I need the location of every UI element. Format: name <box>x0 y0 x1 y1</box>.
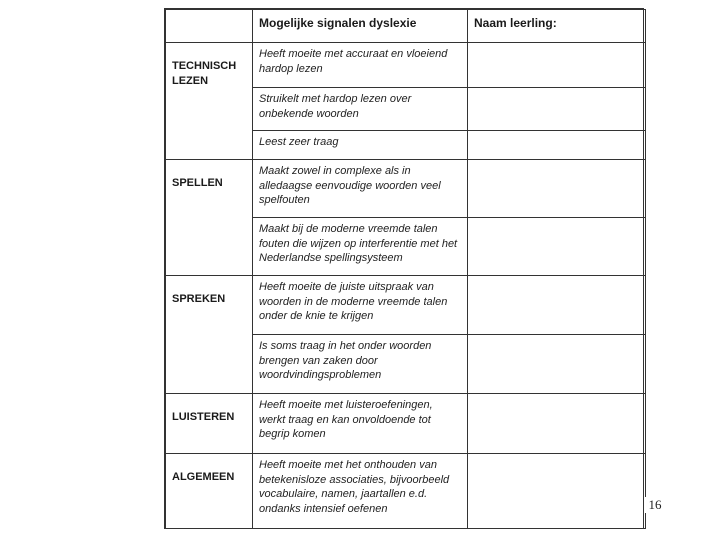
signal-cell: Leest zeer traag <box>253 131 468 160</box>
table-row <box>166 394 646 454</box>
table-row <box>166 454 646 529</box>
header-category <box>166 10 253 43</box>
table-row <box>166 276 646 335</box>
signal-cell: Heeft moeite de juiste uitspraak van woorden in de moderne vreemde talen onder de knie te krijgen <box>253 276 468 335</box>
category-algemeen: ALGEMEEN <box>166 454 253 529</box>
signal-cell: Heeft moeite met het onthouden van betekenisloze associaties, bijvoorbeeld vocabulaire, namen, jaartallen e.d. ondanks intensief oefenen <box>253 454 468 529</box>
table-row <box>166 160 646 218</box>
signal-cell: Heeft moeite met accuraat en vloeiend hardop lezen <box>253 43 468 88</box>
student-name-cell[interactable] <box>468 454 646 529</box>
dyslexia-signals-table <box>165 9 646 529</box>
header-signals: Mogelijke signalen dyslexie <box>253 10 468 43</box>
header-student-name: Naam leerling: <box>468 10 646 43</box>
student-name-cell[interactable] <box>468 160 646 218</box>
page-number: 16 <box>644 497 666 513</box>
student-name-cell[interactable] <box>468 335 646 394</box>
student-name-cell[interactable] <box>468 88 646 131</box>
dyslexia-signals-sheet <box>164 8 644 529</box>
signal-cell: Struikelt met hardop lezen over onbekende woorden <box>253 88 468 131</box>
category-technisch-lezen: TECHNISCH LEZEN <box>166 43 253 160</box>
student-name-cell[interactable] <box>468 43 646 88</box>
signal-cell: Maakt bij de moderne vreemde talen fouten die wijzen op interferentie met het Nederlandse spellingsysteem <box>253 218 468 276</box>
student-name-cell[interactable] <box>468 131 646 160</box>
signal-cell: Is soms traag in het onder woorden brengen van zaken door woordvindingsproblemen <box>253 335 468 394</box>
category-luisteren: LUISTEREN <box>166 394 253 454</box>
student-name-cell[interactable] <box>468 218 646 276</box>
signal-cell: Heeft moeite met luisteroefeningen, werkt traag en kan onvoldoende tot begrip komen <box>253 394 468 454</box>
table-header-row <box>166 10 646 43</box>
student-name-cell[interactable] <box>468 394 646 454</box>
category-spreken: SPREKEN <box>166 276 253 394</box>
signal-cell: Maakt zowel in complexe als in alledaagse eenvoudige woorden veel spelfouten <box>253 160 468 218</box>
table-row <box>166 43 646 88</box>
student-name-cell[interactable] <box>468 276 646 335</box>
category-spellen: SPELLEN <box>166 160 253 276</box>
